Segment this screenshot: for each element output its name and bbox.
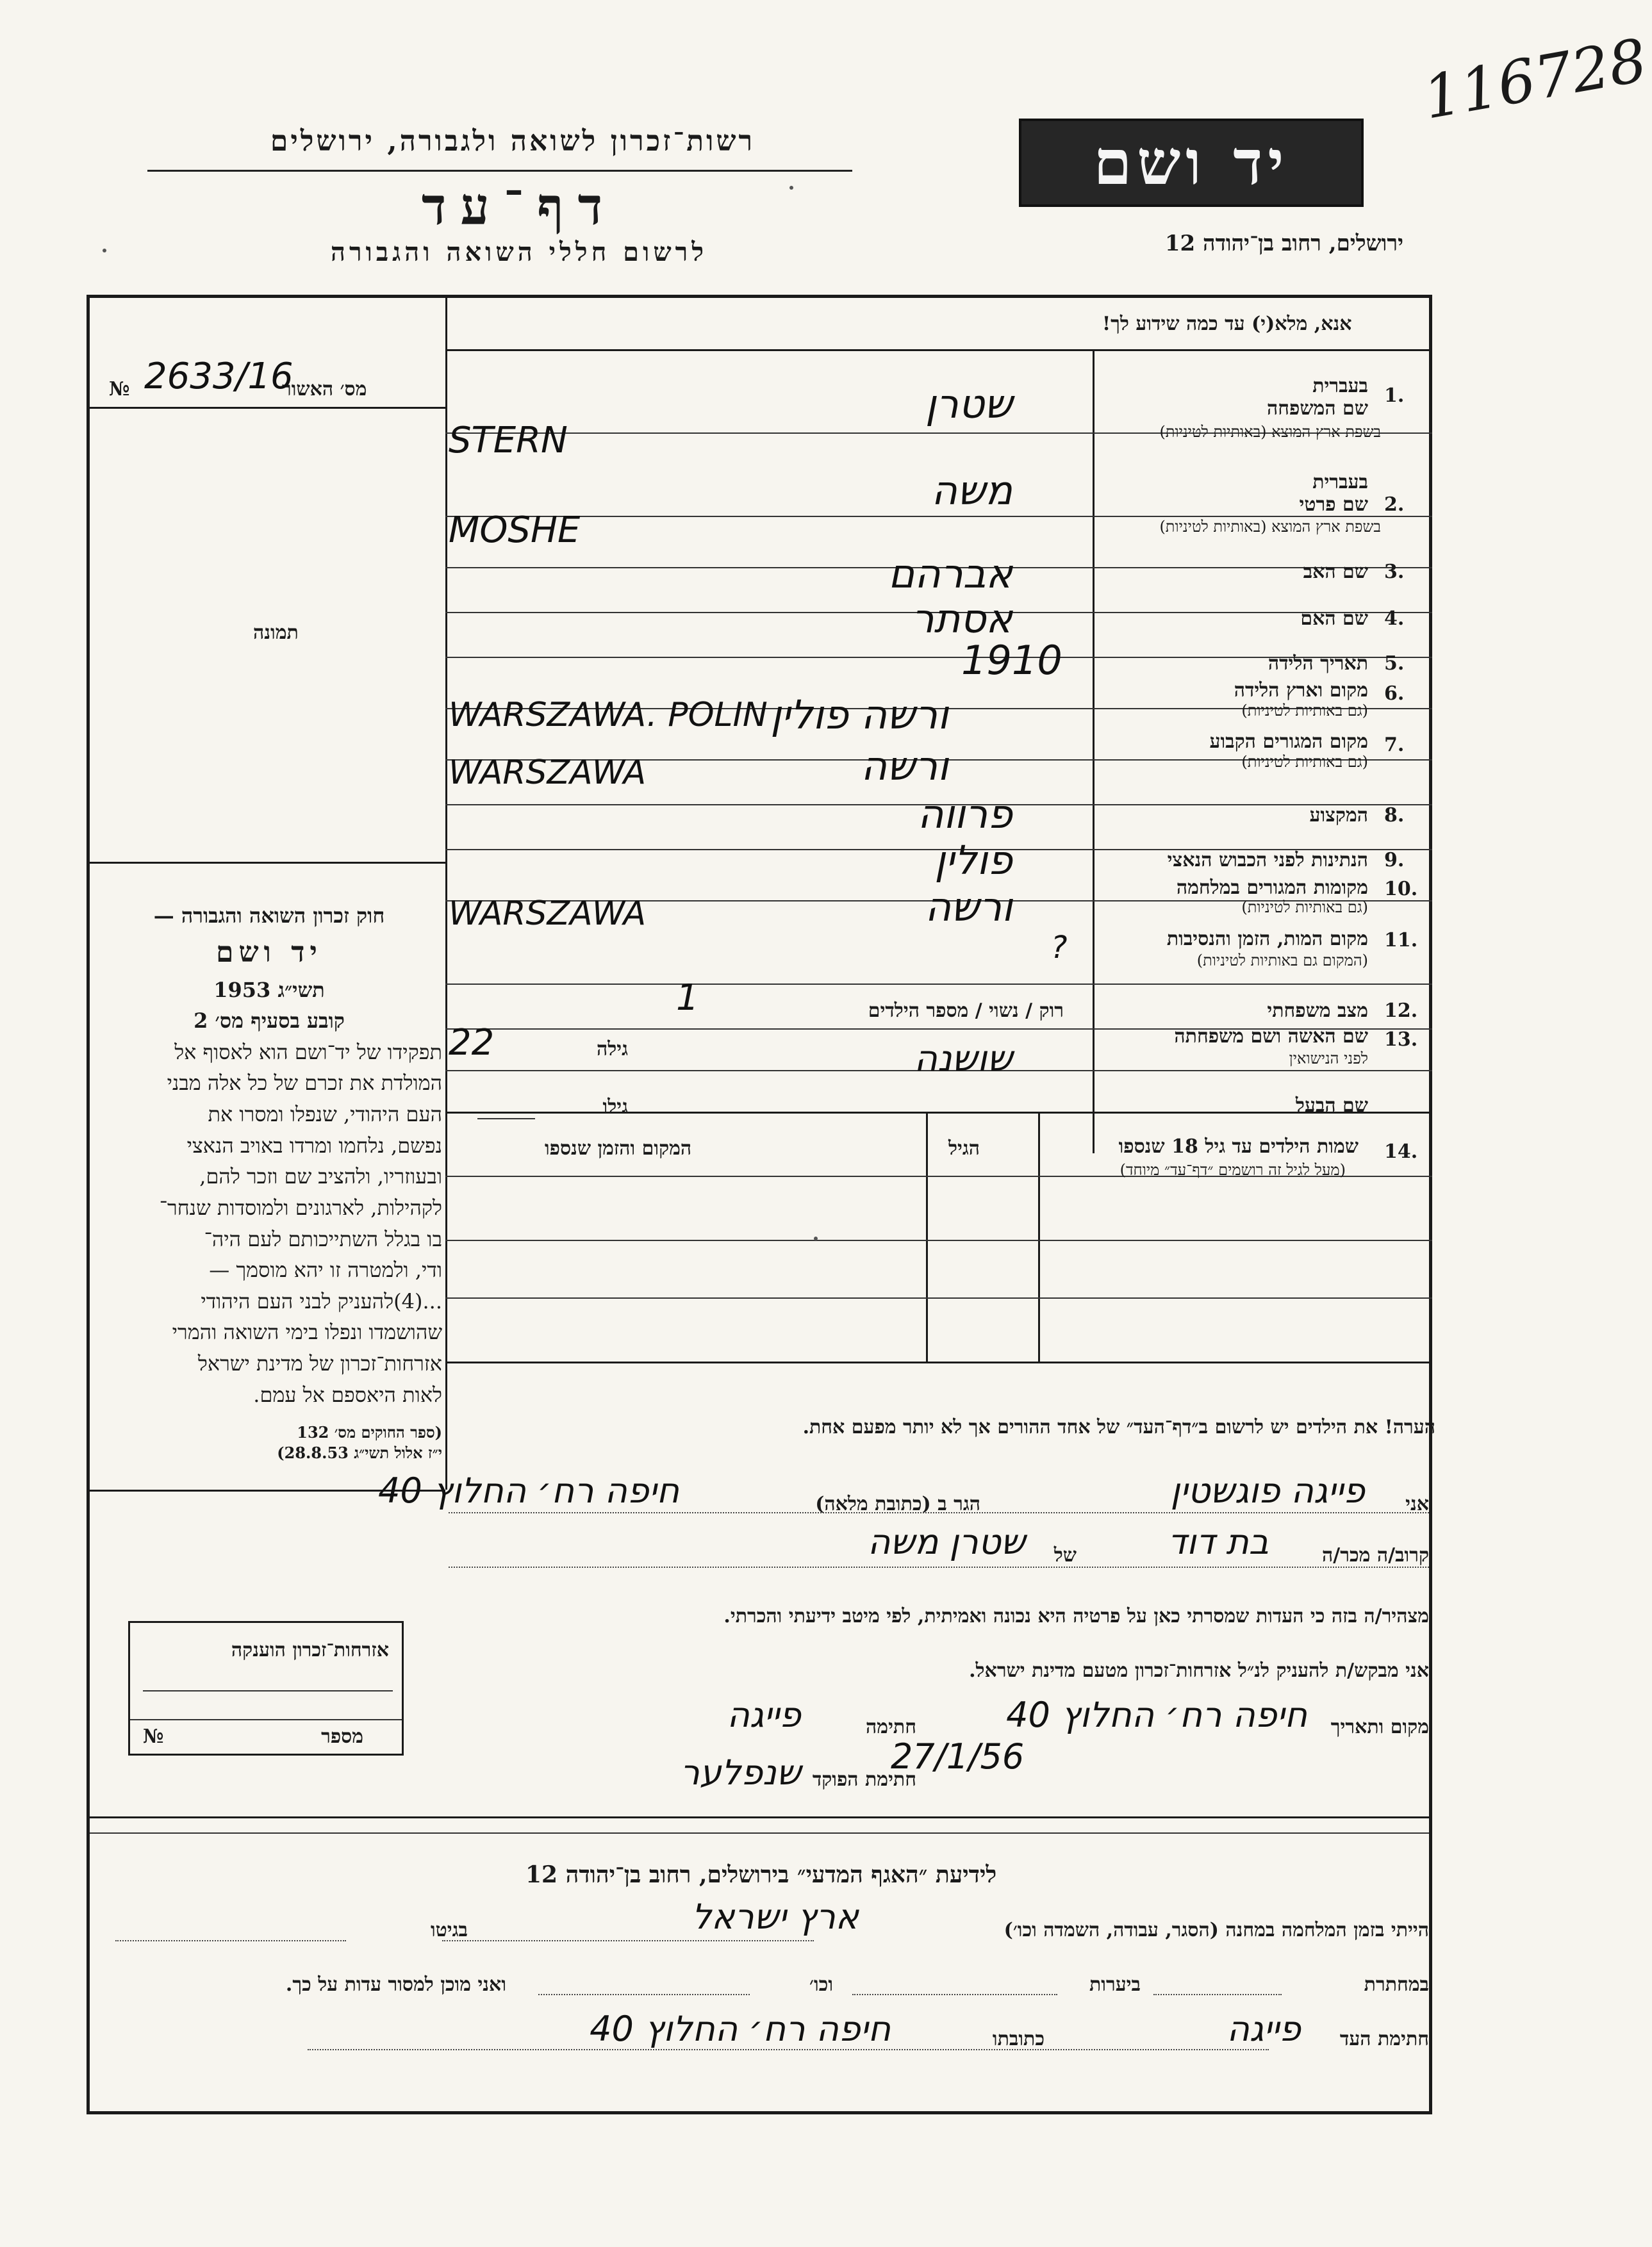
form-declaration-signature_label-text: חתימה [866,1716,916,1738]
f13-value: שושנה [914,1038,1012,1080]
f1-label: שם המשפחה [1266,397,1368,420]
f11-label: מקום המות, הזמן והנסיבות [1166,928,1368,950]
date-value: 27/1/56 [891,1736,1025,1777]
form-fields-f2-sub-text: בשפת ארץ המוצא (באותיות לטיניות) [1159,518,1381,536]
f11-value: ? [1051,930,1068,966]
form-fields-f8-number-text: 8. [1384,804,1405,827]
form-law-clause-text: קובע בסעיף מס׳ 2 [194,1008,345,1033]
declarant-signature: פייגה [727,1695,801,1735]
f8-value: פרווה [917,791,1012,837]
form-fields-f13-number-text: 13. [1384,1028,1418,1051]
form-witness-camp_label-text: הייתי בזמן המלחמה במחנה (הסגר, עבודה, השמדה וכו׳) [1004,1919,1429,1941]
form-law-lines-8-text: ...(4)להעניק לבני העם היהודי [201,1288,442,1313]
f4-label: שם האם [1300,607,1368,630]
witness-signature: פייגה [1227,2009,1301,2049]
f10-value-hebrew: ורשה [925,884,1012,930]
form-declaration-relative_label-text: קרוב/ה מכר/ה [1322,1544,1429,1567]
form-witness-hiding_label-text: במחתרת [1364,1973,1429,1996]
form-law-lines-5-text: לקהילות, לארגונים ולמוסדות שנחר־ [159,1195,442,1220]
form-fields-f10-sub-text: (גם באותיות לטיניות) [1241,898,1368,916]
law-text [96,900,442,1410]
f10-label: מקומות המגורים במלחמה [1176,877,1368,899]
declarant-address: חיפה רח׳ החלוץ 40 [378,1470,679,1511]
f1-value-hebrew: שטרן [925,381,1012,427]
approval-prefix: № [109,378,130,400]
form-fields-f5-number-text: 5. [1384,652,1405,675]
form-fields-f6-sub-text: (גם באותיות לטיניות) [1241,702,1368,720]
form-witness-etc_label-text: וכו׳ [809,1973,833,1996]
f13-label: שם האשה ושם משפחתה [1174,1025,1368,1048]
form-law-footer1-text: (ספר החוקים מס׳ 132 [297,1423,442,1442]
form-declaration-place_date_label-text: מקום ותאריך [1330,1716,1429,1738]
intro-rule [445,349,1432,351]
f13-age-value: 22 [449,1022,495,1064]
f7-value-hebrew: ורשה [861,743,948,789]
witness-address: חיפה רח׳ החלוץ 40 [590,2009,891,2049]
form-fields-f7-number-text: 7. [1384,734,1405,756]
form-witness-forest_label-text: ביערות [1089,1973,1141,1996]
husband-age-label: גילו [602,1096,628,1118]
form-fields-f2-hebrew_tag-text: בעברית [1312,471,1368,493]
form-law-lines-10-text: אזרחות־זכרון של מדינת ישראל [197,1351,442,1376]
form-witness-ghetto_label-text: בגיטו [430,1919,468,1941]
form-law-lines-11-text: לאות היאספם אל עמם. [253,1382,442,1407]
official-signature: שנפלער [680,1752,801,1793]
form-citizenship_box-number_prefix-text: № [143,1725,164,1748]
form-law-lines-4-text: ובעוזריו, ולהציב שם וזכר להם, [199,1164,442,1189]
f8-label: המקצוע [1309,804,1368,827]
f6-value-hebrew: ורשה פולין [770,691,948,738]
f9-label: הנתינות לפני הכבוש הנאצי [1167,849,1368,871]
form-declaration-official_label-text: חתימת הפוקד [812,1768,916,1791]
form-witness-address_label-text: כתובתו [992,2028,1045,2050]
f5-value: 1910 [961,637,1062,684]
form-fields-f11-sub-text: (המקום גם באותיות לטיניות) [1196,951,1368,969]
f4-value: אסתר [911,595,1012,642]
approval-label: מס׳ האשור [282,378,367,400]
archive-number: 116728 [1418,26,1652,133]
photo-rule [90,862,445,864]
children-age-header: הגיל [948,1137,980,1160]
form-intro: אנא, מלא(י) עד כמה שידוע לך! [1102,313,1352,335]
relation-value: בת דוד [1168,1522,1269,1562]
witness-section-rule [90,1816,1429,1818]
form-fields-f9-number-text: 9. [1384,849,1405,871]
form-fields-f1-hebrew_tag-text: בעברית [1312,375,1368,397]
form-fields-f4-number-text: 4. [1384,607,1405,630]
form-law-lines-9-text: שהושמדו ונפלו בימי השואה והמרי [172,1320,442,1345]
f7-label: מקום המגורים הקבוע [1209,730,1368,753]
form-law-name-text: יד ושם [216,935,322,969]
husband-label: שם הבעל [1295,1094,1368,1117]
form-fields-f1-sub-text: בשפת ארץ המוצא (באותיות לטיניות) [1159,423,1381,441]
form-witness-signature_label-text: חתימת העד [1339,2028,1429,2050]
f2-value-latin: MOSHE [449,509,581,551]
form-law-title-text: חוק זכרון השואה והגבורה — [153,903,385,928]
children-label: שמות הילדים עד גיל 18 שנספו [1118,1135,1359,1158]
citizenship-box [128,1621,404,1756]
f12-label: מצב משפחתי [1267,1000,1368,1022]
header-rule [147,170,852,172]
place-value: חיפה רח׳ החלוץ 40 [1006,1695,1307,1735]
label-column-divider [1093,349,1094,1153]
form-declaration-i_label-text: אני [1405,1493,1429,1515]
form-law-footer2-text: י״ז אלול תשי״ג 28.8.53) [277,1444,442,1463]
form-fields-f13-sub-text: לפני הנישואין [1289,1049,1368,1067]
authority-name: רשות־זכרון לשואה ולגבורה, ירושלים [270,125,756,158]
declaration-request: אני מבקש/ת להעניק לנ״ל אזרחות־זכרון מטעם מדינת ישראל. [969,1659,1429,1682]
law-footnote [96,1422,442,1464]
f13-age-label: גילה [596,1038,628,1060]
f3-label: שם האב [1303,561,1368,583]
form-fields-f1-number-text: 1. [1384,384,1405,407]
form-children-number-text: 14. [1384,1140,1418,1163]
declarant-name: פייגה פוגשטין [1170,1470,1365,1511]
form-title: דף־עד [421,176,617,236]
approval-rule [90,407,445,409]
declaration-statement: מצהיר/ה בזה כי העדות שמסרתי כאן על פרטיה היא נכונה ואמיתית, לפי מיטב ידיעתי והכרתי. [723,1605,1429,1627]
form-fields-f3-number-text: 3. [1384,561,1405,583]
f10-value-latin: WARSZAWA [449,894,647,933]
form-law-year-text: תשי״ג 1953 [213,977,325,1002]
form-children-sub-text: (מעל לגיל זה רושמים ״דף־עד״ מיוחד) [1119,1161,1346,1179]
form-fields-f11-number-text: 11. [1384,929,1418,951]
children-place-header: המקום והזמן שנספו [545,1137,692,1160]
form-law-lines-2-text: העם היהודי, שנפלו ומסרו את [208,1102,442,1126]
form-law-lines-6-text: בו בגלל השתייכותם לעם היה־ [204,1226,442,1251]
witness-heading: לידיעת ״האגף המדעי״ בירושלים, רחוב בן־יהודה 12 [525,1861,997,1888]
yad-vashem-logo: יד ושם [1019,119,1364,207]
approval-value: 2633/16 [144,356,293,397]
form-fields-f2-number-text: 2. [1384,493,1405,516]
form-declaration-resident_label-text: הגר ב (כתובת מלאה) [815,1493,980,1515]
f2-value-hebrew: משה [931,467,1012,514]
f5-label: תאריך הלידה [1268,652,1368,675]
form-declaration-of_label-text: של [1053,1544,1077,1567]
left-column-divider [445,298,447,1490]
form-fields-f7-sub-text: (גם באותיות לטיניות) [1241,753,1368,771]
f6-value-latin: WARSZAWA. POLIN [449,696,768,734]
form-citizenship_box-number_label-text: מספר [321,1725,363,1748]
form-subtitle: לרשום חללי השואה והגבורה [330,237,708,267]
form-law-lines-0-text: תפקידו של יד־ושם הוא לאסוף אל [174,1039,442,1064]
form-fields-f6-number-text: 6. [1384,682,1405,705]
f2-label: שם פרטי [1299,493,1368,516]
form-fields-f10-number-text: 10. [1384,878,1418,900]
form-fields-f12-number-text: 12. [1384,1000,1418,1022]
f3-value: אברהם [888,550,1012,597]
f12-value: 1 [676,977,699,1019]
photo-label: תמונה [253,621,299,644]
f12-options: רוק / נשוי / מספר הילדים [868,1000,1064,1022]
f9-value: פולין [934,837,1012,884]
children-note: הערה! את הילדים יש לרשום ב״דף־העד״ של אחד ההורים אך לא יותר מפעם אחת. [802,1416,1435,1438]
f1-value-latin: STERN [449,420,568,461]
camp-value: ארץ ישראל [691,1897,859,1937]
logo-address: ירושלים, רחוב בן־יהודה 12 [1164,231,1403,256]
form-witness-ready_label-text: ואני מוכן למסור עדות על כך. [285,1973,506,1996]
form-law-lines-7-text: ודי, ולמטרה זו יהא מוסמך — [209,1258,442,1283]
form-law-lines-3-text: נפשם, נלחמו ומרדו באויב הנאצי [186,1133,442,1158]
relation-of-value: שטרן משה [868,1522,1025,1562]
form-citizenship_box-title-text: אזרחות־זכרון הוענקה [231,1639,389,1661]
f6-label: מקום וארץ הלידה [1234,679,1368,702]
form-law-lines-1-text: המולדת את זכרם של כל אלה מבני [167,1071,442,1096]
f7-value-latin: WARSZAWA [449,753,647,792]
